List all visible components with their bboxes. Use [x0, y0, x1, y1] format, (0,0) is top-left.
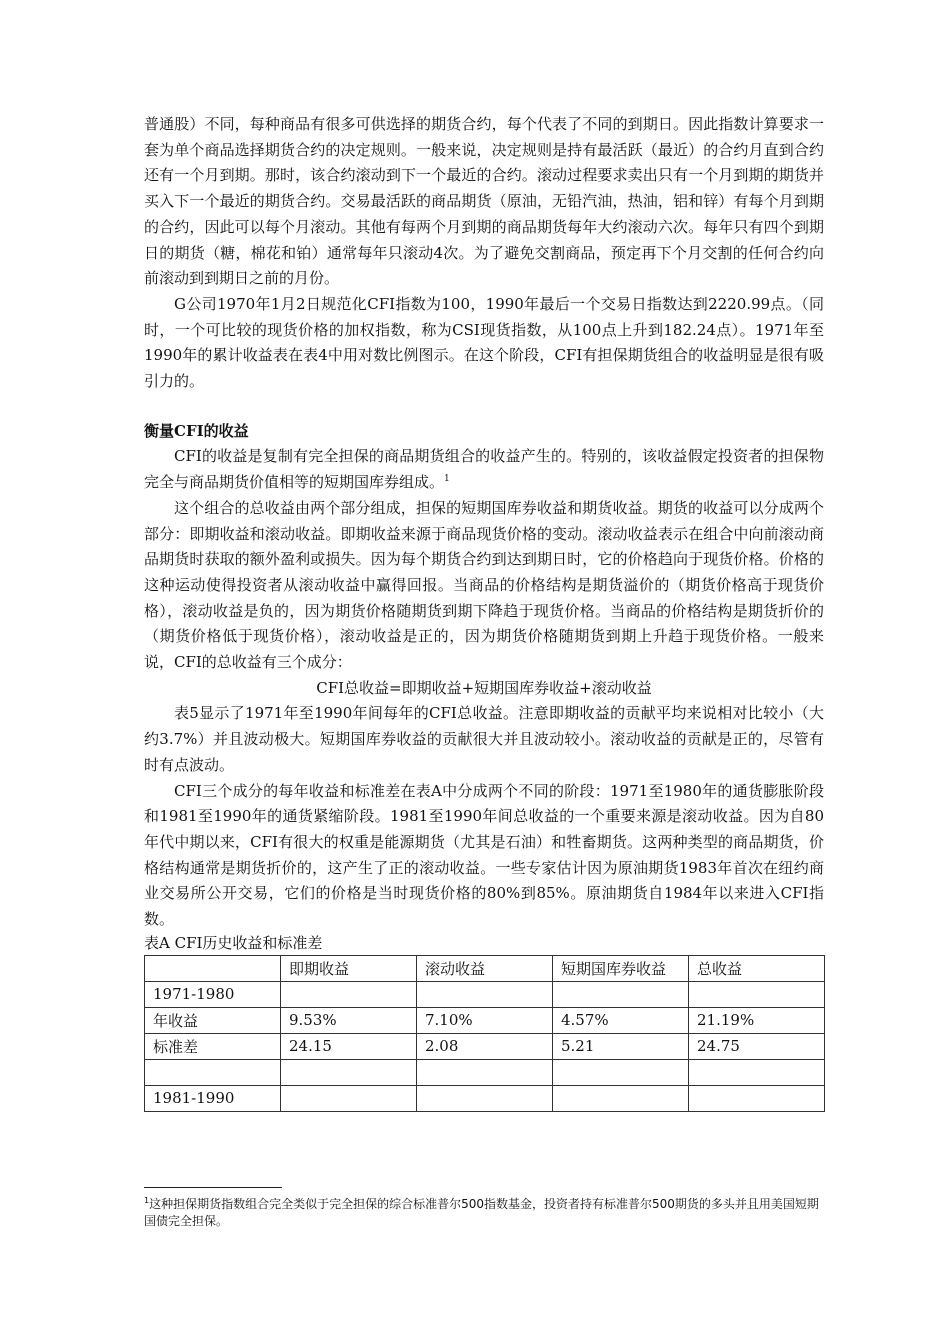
table-cell: 21.19%	[689, 1007, 825, 1033]
footnote-reference[interactable]: 1	[444, 474, 450, 485]
table-cell	[553, 1059, 689, 1085]
footnote	[144, 1196, 824, 1230]
table-cell	[417, 1085, 553, 1111]
table-cell: 4.57%	[553, 1007, 689, 1033]
table-header-row	[145, 955, 825, 981]
table-caption: 表A CFI历史收益和标准差	[144, 933, 323, 952]
table-header-cell	[145, 955, 281, 981]
table-cell	[553, 1085, 689, 1111]
table-row	[145, 1059, 825, 1085]
table-cell	[417, 1059, 553, 1085]
paragraph-cfi-index-history: G公司1970年1月2日规范化CFI指数为100，1990年最后一个交易日指数达到2220.99点。（同时，一个可比较的现货价格的加权指数，称为CSI现货指数，从100点上升到182.24点）。1971年至1990年的累计收益表在表4中用对数比例图示。在这个阶段，CFI有担保期货组合的收益明显是很有吸引力的。	[144, 294, 824, 391]
table-cell	[145, 1059, 281, 1085]
table-cell: 年收益	[145, 1007, 281, 1033]
document-page	[144, 112, 824, 1112]
table-cell	[281, 981, 417, 1007]
table-cell: 1981-1990	[145, 1085, 281, 1111]
formula-total-return: CFI总收益=即期收益+短期国库券收益+滚动收益	[316, 678, 652, 697]
table-cell	[281, 1085, 417, 1111]
table-row	[145, 1007, 825, 1033]
table-row	[145, 1033, 825, 1059]
paragraph-rolling-rules: 普通股）不同，每种商品有很多可供选择的期货合约，每个代表了不同的到期日。因此指数计算要求一套为单个商品选择期货合约的决定规则。一般来说，决定规则是持有最活跃（最近）的合约月直到合约还有一个月到期。那时，该合约滚动到下一个最近的合约。滚动过程要求卖出只有一个月到期的期货并买入下一个最近的期货合约。交易最活跃的商品期货（原油，无铅汽油，热油，铝和锌）有每个月到期的合约，因此可以每个月滚动。其他有每两个月到期的商品期货每年大约滚动六次。每年只有四个到期日的期货（糖，棉花和铂）通常每年只滚动4次。为了避免交割商品，预定再下个月交割的任何合约向前滚动到到期日之前的月份。	[144, 115, 824, 288]
table-header-cell: 总收益	[689, 955, 825, 981]
section-heading: 衡量CFI的收益	[144, 421, 249, 440]
table-cell: 7.10%	[417, 1007, 553, 1033]
footnote-mark: 1	[144, 1196, 150, 1205]
table-cell: 标准差	[145, 1033, 281, 1059]
table-header-cell: 短期国库券收益	[553, 955, 689, 981]
footnote-text: 这种担保期货指数组合完全类似于完全担保的综合标准普尔500指数基金，投资者持有标准普尔500期货的多头并且用美国短期国债完全担保。	[144, 1197, 819, 1228]
table-cell: 2.08	[417, 1033, 553, 1059]
table-cell	[689, 1085, 825, 1111]
table-cell	[281, 1059, 417, 1085]
paragraph-two-periods: CFI三个成分的每年收益和标准差在表A中分成两个不同的阶段：1971至1980年的通货膨胀阶段和1981至1990年的通货紧缩阶段。1981至1990年间总收益的一个重要来源是滚动收益。因为自80年代中期以来，CFI有很大的权重是能源期货（尤其是石油）和牲畜期货。这两种类型的商品期货，价格结构通常是期货折价的，这产生了正的滚动收益。一些专家估计因为原油期货1983年首次在纽约商业交易所公开交易，它们的价格是当时现货价格的80%到85%。原油期货自1984年以来进入CFI指数。	[144, 781, 824, 929]
table-cell	[689, 1059, 825, 1085]
table-cell	[417, 981, 553, 1007]
paragraph-table5-summary: 表5显示了1971年至1990年间每年的CFI总收益。注意即期收益的贡献平均来说相对比较小（大约3.7%）并且波动极大。短期国库券收益的贡献很大并且波动较小。滚动收益的贡献是正的，尽管有时有点波动。	[144, 704, 824, 774]
table-row	[145, 1085, 825, 1111]
table-cell: 9.53%	[281, 1007, 417, 1033]
table-cell: 1971-1980	[145, 981, 281, 1007]
table-cell: 5.21	[553, 1033, 689, 1059]
footnote-separator	[144, 1187, 282, 1188]
table-cell	[553, 981, 689, 1007]
table-header-cell: 即期收益	[281, 955, 417, 981]
cfi-returns-table	[144, 955, 825, 1112]
paragraph-text: CFI的收益是复制有完全担保的商品期货组合的收益产生的。特别的，该收益假定投资者的担保物完全与商品期货价值相等的短期国库券组成。	[144, 447, 824, 492]
table-row	[145, 981, 825, 1007]
table-cell: 24.15	[281, 1033, 417, 1059]
table-header-cell: 滚动收益	[417, 955, 553, 981]
table-cell: 24.75	[689, 1033, 825, 1059]
paragraph-cfi-return-definition	[144, 444, 824, 495]
table-cell	[689, 981, 825, 1007]
paragraph-return-components: 这个组合的总收益由两个部分组成，担保的短期国库券收益和期货收益。期货的收益可以分成两个部分：即期收益和滚动收益。即期收益来源于商品现货价格的变动。滚动收益表示在组合中向前滚动商品期货时获取的额外盈利或损失。因为每个期货合约到达到期日时，它的价格趋向于现货价格。价格的这种运动使得投资者从滚动收益中赢得回报。当商品的价格结构是期货溢价的（期货价格高于现货价格），滚动收益是负的，因为期货价格随期货到期下降趋于现货价格。当商品的价格结构是期货折价的（期货价格低于现货价格），滚动收益是正的，因为期货价格随期货到期上升趋于现货价格。一般来说，CFI的总收益有三个成分：	[144, 498, 824, 672]
